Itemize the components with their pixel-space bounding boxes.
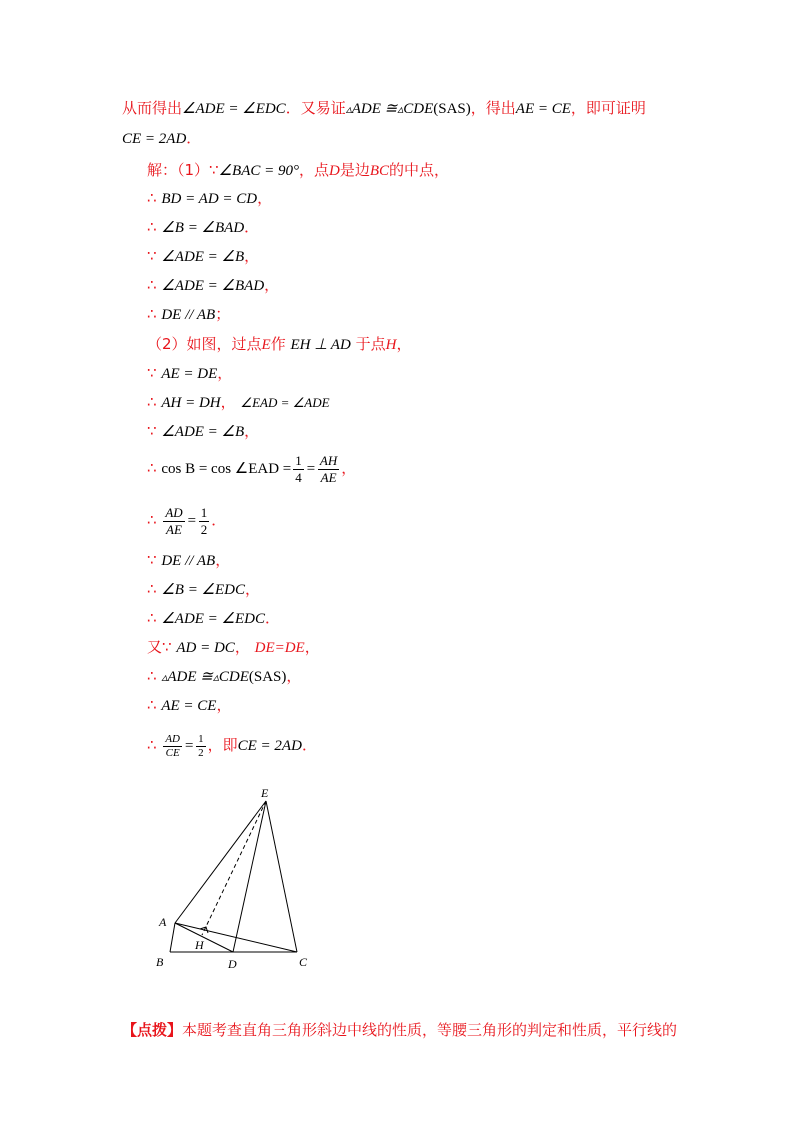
text: ，即 <box>207 736 238 754</box>
intro-text: 从而得出 <box>122 99 183 117</box>
punctuation: ； <box>215 305 231 323</box>
equation: ∠B = ∠EDC <box>161 582 246 598</box>
sas: (SAS) <box>248 669 287 685</box>
text: 于点 <box>355 335 386 353</box>
intro-equation: CE = 2AD <box>122 131 187 147</box>
equation: DE=DE <box>254 640 305 656</box>
because-symbol: ∵ <box>147 247 157 265</box>
point-label: D <box>329 163 340 179</box>
equation: DE // AB <box>161 553 216 569</box>
therefore-symbol: ∴ <box>147 459 157 477</box>
intro-text: ．又易证 <box>285 99 346 117</box>
tip-line <box>122 1020 677 1040</box>
label-B: B <box>156 955 164 969</box>
label-H: H <box>195 938 204 952</box>
fraction <box>163 505 184 538</box>
triangle-icon: ▵ <box>345 102 352 116</box>
intro-line-1 <box>122 98 646 119</box>
therefore-symbol: ∴ <box>147 667 157 685</box>
intro-equation: CDE <box>403 101 434 117</box>
step-line <box>147 728 317 763</box>
fraction-numerator: 1 <box>198 732 204 745</box>
punctuation: ， <box>245 580 261 598</box>
fraction-denominator: 2 <box>198 746 204 759</box>
fraction-numerator: 1 <box>200 504 208 520</box>
equation: ∠ADE = ∠B <box>161 249 245 265</box>
label-C: C <box>299 955 308 969</box>
text: 作 <box>270 335 286 353</box>
therefore-symbol: ∴ <box>147 580 157 598</box>
intro-equation: ∠ADE = ∠EDC <box>182 101 286 117</box>
step-line <box>147 695 231 716</box>
punctuation: ， <box>304 638 320 656</box>
equation: ADE ≅ <box>167 669 213 685</box>
intro-text: ，即可证明 <box>570 99 646 117</box>
equation: ∠ADE = ∠BAD <box>161 278 265 294</box>
point-label: H <box>385 337 397 353</box>
punctuation: ． <box>265 609 281 627</box>
fraction <box>199 505 210 538</box>
triangle-icon: ▵ <box>161 670 168 684</box>
equation: ∠ADE = ∠EDC <box>161 611 266 627</box>
punctuation: ， <box>217 364 233 382</box>
equals-sign: = <box>305 461 316 477</box>
text: 又 <box>147 638 163 656</box>
step-line <box>147 550 230 571</box>
step-line <box>147 217 259 238</box>
equation: ∠BAC = 90° <box>218 163 299 179</box>
point-label: E <box>261 337 271 353</box>
because-symbol: ∵ <box>147 422 157 440</box>
therefore-symbol: ∴ <box>147 696 157 714</box>
solution-part2-heading <box>147 334 411 355</box>
segment-AC <box>175 923 297 952</box>
step-line <box>147 246 259 267</box>
punctuation: ， <box>234 638 250 656</box>
because-symbol: ∵ <box>147 364 157 382</box>
punctuation: ． <box>301 736 317 754</box>
punctuation: ， <box>341 459 357 477</box>
punctuation: ， <box>396 335 412 353</box>
solution-label: 解：（1） <box>147 161 210 179</box>
punctuation: ， <box>244 247 260 265</box>
equals-sign: = <box>184 738 195 754</box>
segment-EH <box>202 801 266 935</box>
intro-text: ． <box>186 129 202 147</box>
punctuation: ， <box>216 696 232 714</box>
text: 的中点， <box>389 161 450 179</box>
step-line <box>147 188 272 209</box>
equation: ∠ADE = ∠B <box>161 424 245 440</box>
punctuation: ， <box>286 667 302 685</box>
punctuation: ， <box>220 393 236 411</box>
equation: ∠B = ∠BAD <box>161 220 245 236</box>
equals-sign: = <box>186 513 197 529</box>
step-line <box>147 579 260 600</box>
punctuation: ， <box>244 422 260 440</box>
equation: AD = DC <box>176 640 235 656</box>
equation: DE // AB <box>161 307 216 323</box>
fraction-numerator: 1 <box>295 452 302 468</box>
fraction-numerator: AD <box>165 732 180 745</box>
intro-line-2 <box>122 128 201 149</box>
fraction <box>318 453 339 486</box>
tip-tag: 【点拨】 <box>122 1021 183 1039</box>
triangle-icon: ▵ <box>397 102 404 116</box>
intro-equation: ADE ≅ <box>351 101 398 117</box>
equation: AE = CE <box>161 698 217 714</box>
text: 是边 <box>339 161 370 179</box>
therefore-symbol: ∴ <box>147 393 157 411</box>
fraction-denominator: CE <box>165 746 180 759</box>
equation: EH ⊥ AD <box>290 337 351 353</box>
equation: CDE <box>218 669 249 685</box>
fraction-numerator: AH <box>319 452 338 468</box>
fraction <box>163 733 182 760</box>
fraction <box>196 733 206 760</box>
because-symbol: ∵ <box>209 161 219 179</box>
step-line <box>147 637 320 658</box>
fraction-denominator: AE <box>166 521 182 537</box>
geometry-figure <box>150 785 330 975</box>
therefore-symbol: ∴ <box>147 305 157 323</box>
punctuation: ， <box>264 276 280 294</box>
equation: AE = DE <box>161 366 218 382</box>
intro-equation: AE = CE <box>515 101 571 117</box>
fraction-numerator: AD <box>165 504 183 520</box>
fraction <box>293 453 304 486</box>
intro-text: ，得出 <box>470 99 516 117</box>
punctuation: ． <box>244 218 260 236</box>
intro-sas: (SAS) <box>433 101 471 117</box>
text: ，点 <box>299 161 330 179</box>
fraction-denominator: AE <box>320 469 337 485</box>
step-line <box>147 392 330 413</box>
punctuation: ， <box>257 189 273 207</box>
therefore-symbol: ∴ <box>147 218 157 236</box>
step-line <box>147 502 226 539</box>
label-D: D <box>228 957 237 971</box>
label-A: A <box>159 915 167 929</box>
therefore-symbol: ∴ <box>147 276 157 294</box>
segment-label: BC <box>369 163 390 179</box>
triangle-icon: ▵ <box>212 670 219 684</box>
equation: cos B = cos ∠EAD = <box>161 461 292 477</box>
step-line <box>147 450 356 487</box>
fraction-denominator: 2 <box>200 521 208 537</box>
step-line <box>147 304 230 325</box>
step-line <box>147 608 280 629</box>
therefore-symbol: ∴ <box>147 511 157 529</box>
equation: CE = 2AD <box>237 738 302 754</box>
tip-text: 本题考查直角三角形斜边中线的性质，等腰三角形的判定和性质，平行线的 <box>182 1021 678 1039</box>
because-symbol: ∵ <box>162 638 172 656</box>
step-line <box>147 363 232 384</box>
step-line <box>147 421 259 442</box>
punctuation: ， <box>215 551 231 569</box>
label-E: E <box>261 786 269 800</box>
equation: BD = AD = CD <box>161 191 258 207</box>
punctuation: ． <box>211 511 227 529</box>
therefore-symbol: ∴ <box>147 609 157 627</box>
equation: AH = DH <box>161 395 221 411</box>
fraction-denominator: 4 <box>295 469 302 485</box>
step-line <box>147 666 301 687</box>
therefore-symbol: ∴ <box>147 736 157 754</box>
segment-AB <box>170 923 175 952</box>
because-symbol: ∵ <box>147 551 157 569</box>
text: （2）如图，过点 <box>147 335 262 353</box>
equation: ∠EAD = ∠ADE <box>240 395 330 410</box>
segment-EC <box>266 801 297 952</box>
therefore-symbol: ∴ <box>147 189 157 207</box>
solution-part1-heading <box>147 160 449 181</box>
step-line <box>147 275 279 296</box>
